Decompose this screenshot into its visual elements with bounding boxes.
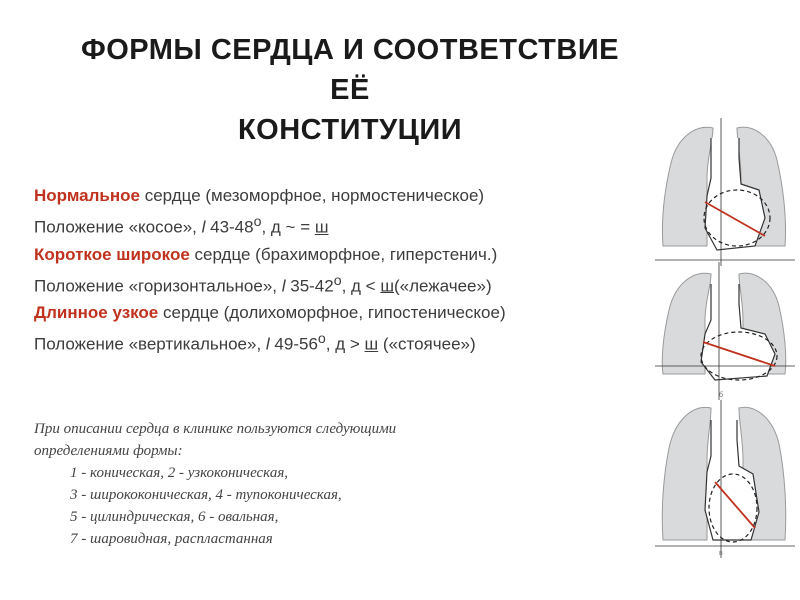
type-long-narrow-name: Длинное узкое (34, 303, 159, 323)
note-item: 7 - шаровидная, распластанная (70, 531, 273, 547)
type-normal-name: Нормальное (34, 186, 140, 205)
degree-symbol: о (333, 272, 342, 289)
length-symbol: l (201, 217, 206, 237)
slide-title-line-2: КОНСТИТУЦИИ (237, 114, 463, 146)
angle-range: 43-48 (205, 217, 254, 237)
heart-diagram-normal-svg (655, 118, 795, 268)
width-symbol: ш (364, 334, 379, 354)
heart-diagram-horizontal (655, 262, 795, 402)
heart-diagram-vertical (655, 400, 795, 560)
width-symbol: ш (380, 276, 394, 296)
note-intro-line-2: определениями формы: (34, 443, 183, 459)
type-normal-heading (34, 182, 506, 209)
note-item: 5 - цилиндрическая, 6 - овальная, (70, 509, 279, 525)
slide-title (70, 30, 630, 150)
angle-range: 35-42 (285, 276, 334, 296)
type-short-wide-position (34, 268, 506, 300)
clinical-forms-note (34, 418, 396, 550)
figure-label-b: б (719, 392, 724, 399)
position-text: Положение «косое», (34, 217, 202, 237)
position-tail: («стоячее») (378, 334, 476, 354)
position-text: Положение «горизонтальное», (34, 276, 282, 296)
type-long-narrow-heading (34, 299, 506, 326)
length-symbol: l (281, 276, 286, 296)
relation-text: , д > (325, 334, 365, 354)
relation-text: , д ~ = (261, 217, 315, 237)
figure-label-v: в (719, 550, 723, 557)
note-item: 3 - ширококоническая, 4 - тупоконическая, (70, 487, 342, 503)
type-short-wide-heading (34, 241, 506, 268)
position-text: Положение «вертикальное», (34, 334, 266, 354)
heart-diagram-vertical-svg (655, 400, 795, 560)
type-normal-rest: сердце (мезоморфное, нормостеническое) (139, 186, 485, 205)
angle-range: 49-56 (269, 334, 318, 354)
relation-text: , д < (341, 276, 381, 296)
width-symbol: ш (314, 217, 329, 237)
heart-types-description (34, 182, 506, 358)
type-normal-position (34, 209, 506, 241)
type-long-narrow-position (34, 326, 506, 358)
note-intro-line-1: При описании сердца в клинике пользуются следующими (34, 421, 397, 437)
heart-diagram-horizontal-svg (655, 262, 795, 402)
degree-symbol: о (253, 214, 262, 230)
type-short-wide-name: Короткое широкое (34, 244, 190, 264)
note-item: 1 - коническая, 2 - узкоконическая, (70, 465, 289, 481)
length-symbol: l (265, 334, 270, 354)
heart-diagram-normal (655, 118, 795, 268)
slide-title-line-1: ФОРМЫ СЕРДЦА И СООТВЕТСТВИЕ ЕЁ (80, 34, 620, 106)
degree-symbol: о (317, 331, 326, 348)
type-short-wide-rest: сердце (брахиморфное, гиперстенич.) (189, 244, 498, 264)
position-tail: («лежачее») (393, 276, 492, 296)
type-long-narrow-rest: сердце (долихоморфное, гипостеническое) (158, 303, 506, 323)
